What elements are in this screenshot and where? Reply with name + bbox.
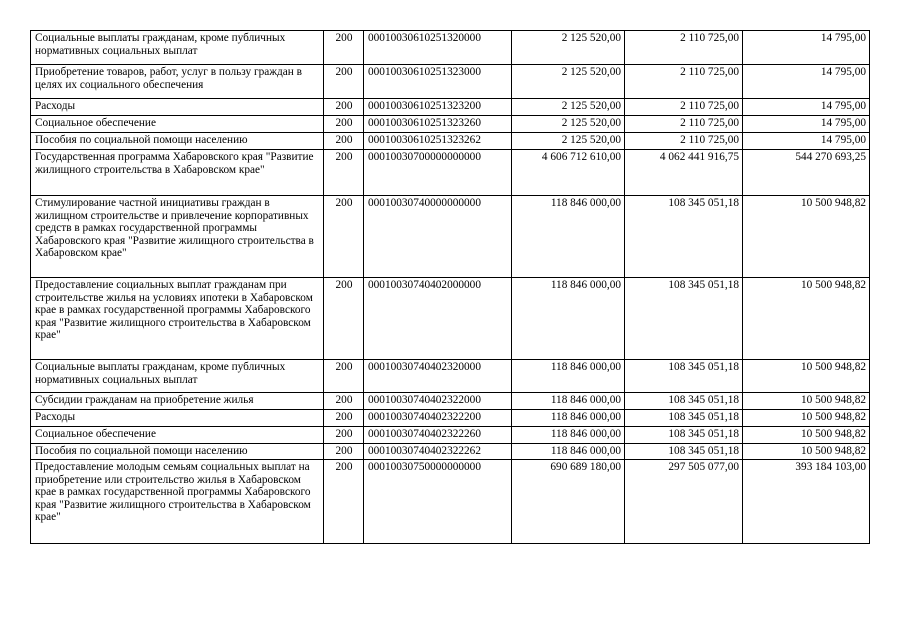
approved-amount-cell: 2 125 520,00 <box>512 31 625 65</box>
classification-code-cell: 00010030740402320000 <box>364 360 512 393</box>
table-row <box>31 410 870 427</box>
line-code-cell: 200 <box>324 427 364 444</box>
expenditure-name-cell: Стимулирование частной инициативы граждан в жилищном строительстве и привлечение корпоративных средств в рамках государственной программы Хабаровского края "Развитие жилищного строительства в Хабаровском крае" <box>31 196 324 278</box>
classification-code-cell: 00010030610251320000 <box>364 31 512 65</box>
table-row <box>31 150 870 196</box>
executed-amount-cell: 108 345 051,18 <box>625 393 743 410</box>
table-row <box>31 116 870 133</box>
table-row <box>31 278 870 360</box>
expenditure-name-cell: Субсидии гражданам на приобретение жилья <box>31 393 324 410</box>
table-row <box>31 393 870 410</box>
expenditure-name-cell: Пособия по социальной помощи населению <box>31 133 324 150</box>
expenditure-name-cell: Государственная программа Хабаровского края "Развитие жилищного строительства в Хабаровском крае" <box>31 150 324 196</box>
classification-code-cell: 00010030740402000000 <box>364 278 512 360</box>
expenditure-name-cell: Приобретение товаров, работ, услуг в пользу граждан в целях их социального обеспечения <box>31 65 324 99</box>
table-row <box>31 427 870 444</box>
unexecuted-amount-cell: 393 184 103,00 <box>743 460 870 544</box>
expenditure-name-cell: Социальные выплаты гражданам, кроме публичных нормативных социальных выплат <box>31 360 324 393</box>
line-code-cell: 200 <box>324 99 364 116</box>
expenditure-name-cell: Социальные выплаты гражданам, кроме публичных нормативных социальных выплат <box>31 31 324 65</box>
classification-code-cell: 00010030610251323000 <box>364 65 512 99</box>
budget-execution-sheet <box>30 30 870 544</box>
executed-amount-cell: 108 345 051,18 <box>625 196 743 278</box>
unexecuted-amount-cell: 14 795,00 <box>743 99 870 116</box>
line-code-cell: 200 <box>324 150 364 196</box>
executed-amount-cell: 2 110 725,00 <box>625 31 743 65</box>
unexecuted-amount-cell: 10 500 948,82 <box>743 360 870 393</box>
executed-amount-cell: 2 110 725,00 <box>625 65 743 99</box>
line-code-cell: 200 <box>324 278 364 360</box>
approved-amount-cell: 2 125 520,00 <box>512 99 625 116</box>
unexecuted-amount-cell: 10 500 948,82 <box>743 444 870 460</box>
approved-amount-cell: 118 846 000,00 <box>512 196 625 278</box>
table-body <box>31 31 870 544</box>
classification-code-cell: 00010030610251323262 <box>364 133 512 150</box>
expenditure-name-cell: Социальное обеспечение <box>31 116 324 133</box>
executed-amount-cell: 297 505 077,00 <box>625 460 743 544</box>
executed-amount-cell: 108 345 051,18 <box>625 360 743 393</box>
line-code-cell: 200 <box>324 360 364 393</box>
table-row <box>31 444 870 460</box>
approved-amount-cell: 118 846 000,00 <box>512 427 625 444</box>
executed-amount-cell: 4 062 441 916,75 <box>625 150 743 196</box>
unexecuted-amount-cell: 10 500 948,82 <box>743 393 870 410</box>
table-row <box>31 460 870 544</box>
approved-amount-cell: 4 606 712 610,00 <box>512 150 625 196</box>
budget-expenditure-table <box>30 30 870 544</box>
unexecuted-amount-cell: 544 270 693,25 <box>743 150 870 196</box>
unexecuted-amount-cell: 14 795,00 <box>743 116 870 133</box>
approved-amount-cell: 118 846 000,00 <box>512 278 625 360</box>
line-code-cell: 200 <box>324 116 364 133</box>
approved-amount-cell: 2 125 520,00 <box>512 116 625 133</box>
classification-code-cell: 00010030740402322260 <box>364 427 512 444</box>
line-code-cell: 200 <box>324 444 364 460</box>
executed-amount-cell: 2 110 725,00 <box>625 99 743 116</box>
expenditure-name-cell: Предоставление молодым семьям социальных выплат на приобретение или строительство жилья в Хабаровском крае в рамках государственной программы Хабаровского края "Развитие жилищного строительства в Хабаровском крае" <box>31 460 324 544</box>
line-code-cell: 200 <box>324 31 364 65</box>
line-code-cell: 200 <box>324 65 364 99</box>
unexecuted-amount-cell: 10 500 948,82 <box>743 278 870 360</box>
line-code-cell: 200 <box>324 133 364 150</box>
unexecuted-amount-cell: 10 500 948,82 <box>743 427 870 444</box>
approved-amount-cell: 690 689 180,00 <box>512 460 625 544</box>
unexecuted-amount-cell: 14 795,00 <box>743 31 870 65</box>
classification-code-cell: 00010030610251323200 <box>364 99 512 116</box>
table-row <box>31 133 870 150</box>
approved-amount-cell: 118 846 000,00 <box>512 410 625 427</box>
classification-code-cell: 00010030750000000000 <box>364 460 512 544</box>
approved-amount-cell: 118 846 000,00 <box>512 393 625 410</box>
line-code-cell: 200 <box>324 410 364 427</box>
table-row <box>31 196 870 278</box>
expenditure-name-cell: Расходы <box>31 410 324 427</box>
expenditure-name-cell: Пособия по социальной помощи населению <box>31 444 324 460</box>
classification-code-cell: 00010030740402322000 <box>364 393 512 410</box>
executed-amount-cell: 2 110 725,00 <box>625 133 743 150</box>
approved-amount-cell: 118 846 000,00 <box>512 444 625 460</box>
table-row <box>31 360 870 393</box>
expenditure-name-cell: Социальное обеспечение <box>31 427 324 444</box>
executed-amount-cell: 108 345 051,18 <box>625 444 743 460</box>
approved-amount-cell: 118 846 000,00 <box>512 360 625 393</box>
table-row <box>31 99 870 116</box>
executed-amount-cell: 108 345 051,18 <box>625 278 743 360</box>
unexecuted-amount-cell: 10 500 948,82 <box>743 196 870 278</box>
table-row <box>31 65 870 99</box>
expenditure-name-cell: Расходы <box>31 99 324 116</box>
table-row <box>31 31 870 65</box>
line-code-cell: 200 <box>324 196 364 278</box>
expenditure-name-cell: Предоставление социальных выплат гражданам при строительстве жилья на условиях ипотеки в Хабаровском крае в рамках государственной программы Хабаровского края "Развитие жилищного строительства в Хабаровском крае" <box>31 278 324 360</box>
line-code-cell: 200 <box>324 393 364 410</box>
approved-amount-cell: 2 125 520,00 <box>512 65 625 99</box>
executed-amount-cell: 108 345 051,18 <box>625 427 743 444</box>
classification-code-cell: 00010030610251323260 <box>364 116 512 133</box>
classification-code-cell: 00010030740402322200 <box>364 410 512 427</box>
executed-amount-cell: 2 110 725,00 <box>625 116 743 133</box>
classification-code-cell: 00010030740000000000 <box>364 196 512 278</box>
executed-amount-cell: 108 345 051,18 <box>625 410 743 427</box>
unexecuted-amount-cell: 14 795,00 <box>743 133 870 150</box>
line-code-cell: 200 <box>324 460 364 544</box>
unexecuted-amount-cell: 14 795,00 <box>743 65 870 99</box>
unexecuted-amount-cell: 10 500 948,82 <box>743 410 870 427</box>
classification-code-cell: 00010030700000000000 <box>364 150 512 196</box>
classification-code-cell: 00010030740402322262 <box>364 444 512 460</box>
approved-amount-cell: 2 125 520,00 <box>512 133 625 150</box>
